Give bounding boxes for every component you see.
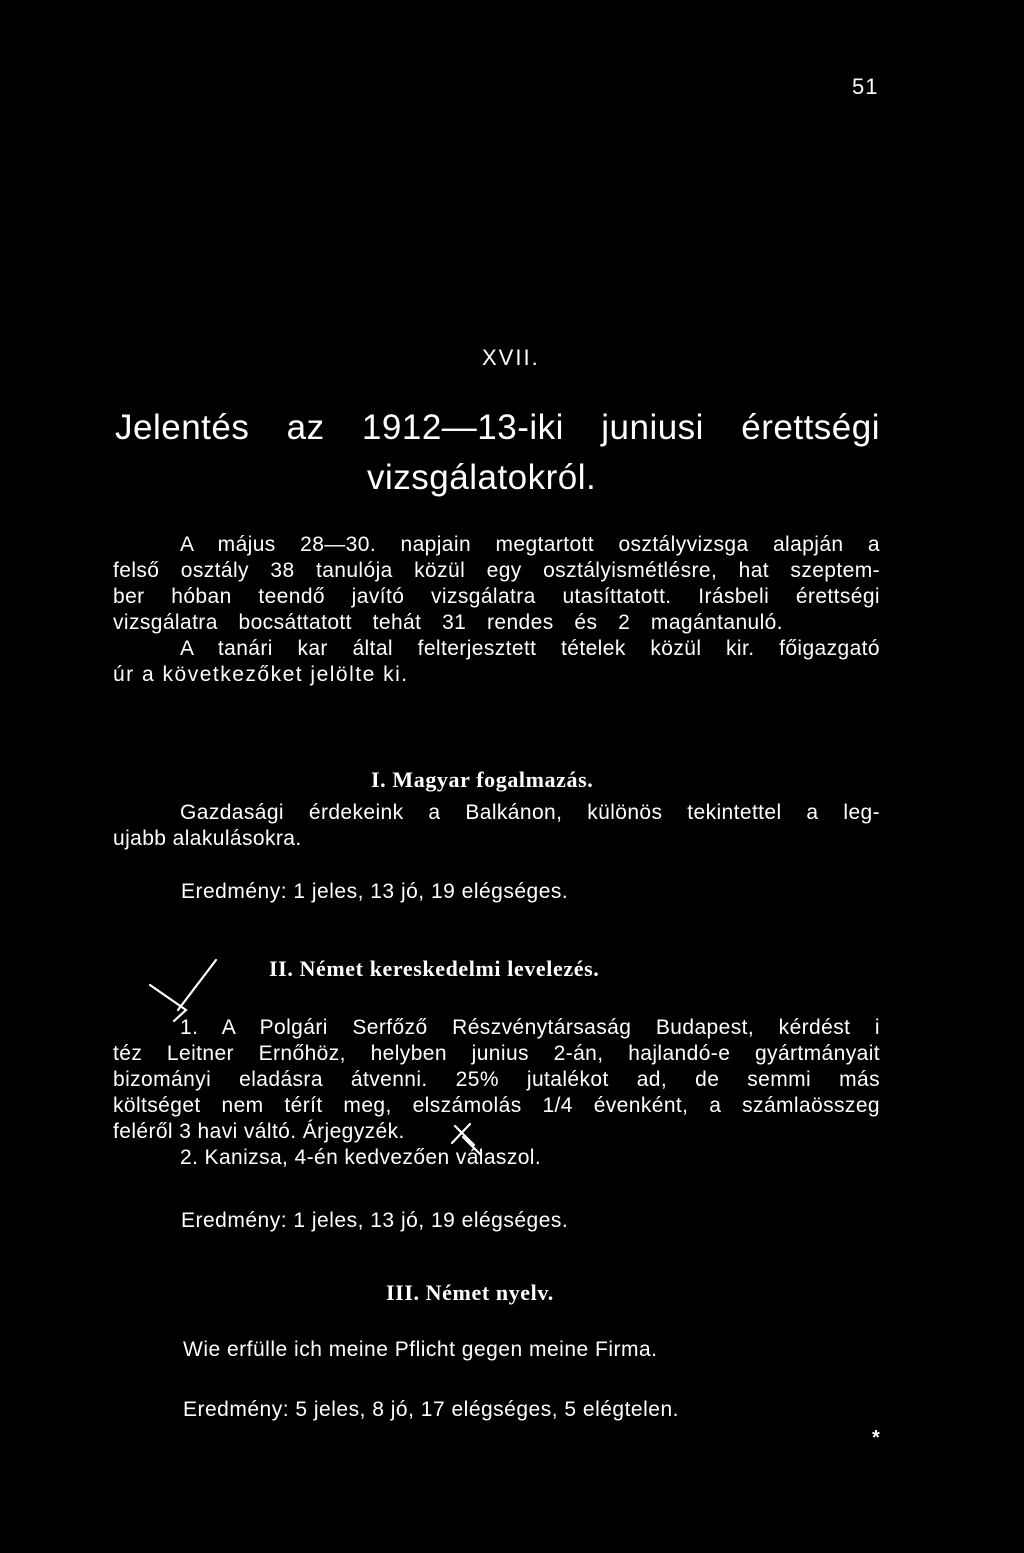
intro-line: úr a következőket jelölte ki. <box>113 663 409 686</box>
intro-line: felső osztály 38 tanulója közül egy osztályismétlésre, hat szeptem- <box>113 559 880 582</box>
footer-asterisk: * <box>872 1427 880 1449</box>
title-line-2: vizsgálatokról. <box>367 458 597 497</box>
section-2-topic <box>113 1015 880 1171</box>
topic-line: téz Leitner Ernőhöz, helyben junius 2-án, hajlandó-e gyártmányait <box>113 1042 880 1065</box>
intro-paragraph <box>113 532 880 688</box>
intro-line: ber hóban teendő javító vizsgálatra utasíttatott. Irásbeli érettségi <box>113 585 880 608</box>
intro-line: vizsgálatra bocsáttatott tehát 31 rendes és 2 magántanuló. <box>113 611 783 634</box>
chapter-numeral: XVII. <box>482 345 540 370</box>
intro-line: A tanári kar által felterjesztett tételek közül kir. főigazgató <box>180 637 880 660</box>
page-number: 51 <box>852 74 879 99</box>
topic-line: Gazdasági érdekeink a Balkánon, különös tekintettel a leg- <box>180 801 880 824</box>
section-1-topic <box>113 800 880 852</box>
section-1-heading: I. Magyar fogalmazás. <box>371 767 594 792</box>
section-2-heading: II. Német kereskedelmi levelezés. <box>269 956 600 981</box>
section-1-result: Eredmény: 1 jeles, 13 jó, 19 elégséges. <box>181 880 569 903</box>
title-line-1: Jelentés az 1912—13-iki juniusi érettségi <box>115 408 880 447</box>
section-3-heading: III. Német nyelv. <box>386 1280 554 1305</box>
intro-line: A május 28—30. napjain megtartott osztályvizsga alapján a <box>180 533 880 556</box>
topic-line: 1. A Polgári Serfőző Részvénytársaság Budapest, kérdést i <box>180 1016 880 1039</box>
handwritten-cross-mark <box>178 960 216 1010</box>
section-3-topic: Wie erfülle ich meine Pflicht gegen meine Firma. <box>183 1338 658 1361</box>
section-2-result: Eredmény: 1 jeles, 13 jó, 19 elégséges. <box>181 1209 569 1232</box>
section-3-result: Eredmény: 5 jeles, 8 jó, 17 elégséges, 5 elégtelen. <box>183 1398 679 1421</box>
topic-line: költséget nem térít meg, elszámolás 1/4 évenként, a számlaösszeg <box>113 1094 880 1117</box>
topic-line: bizományi eladásra átvenni. 25% jutalékot ad, de semmi más <box>113 1068 880 1091</box>
topic-line: 2. Kanizsa, 4-én kedvezően válaszol. <box>180 1146 542 1169</box>
topic-line: feléről 3 havi váltó. Árjegyzék. <box>113 1120 405 1143</box>
topic-line: ujabb alakulásokra. <box>113 827 302 850</box>
